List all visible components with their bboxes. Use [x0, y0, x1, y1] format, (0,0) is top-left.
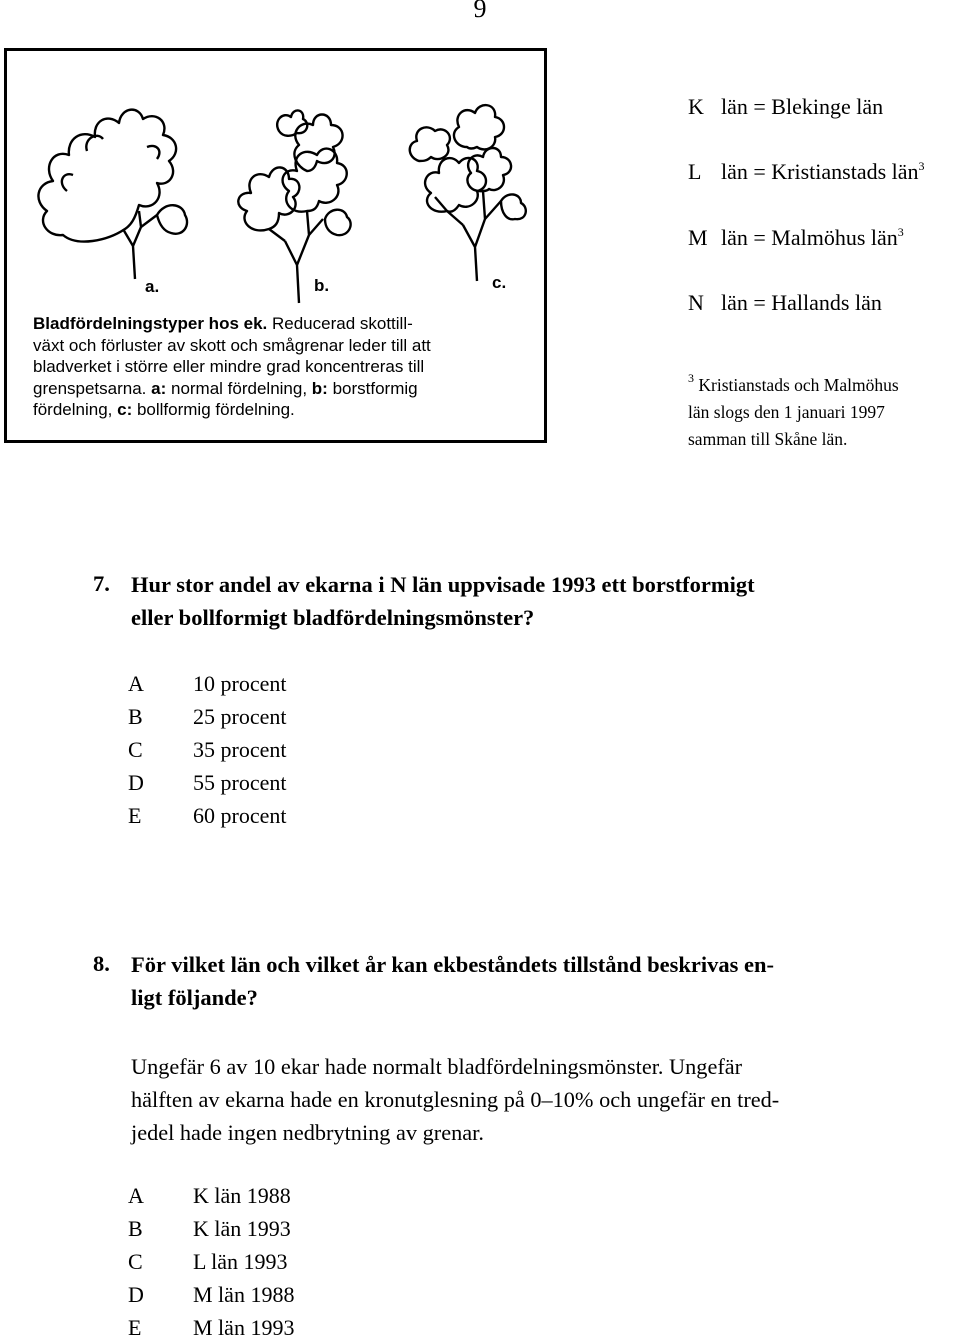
option-b[interactable]: B K län 1993: [128, 1216, 291, 1241]
figure-label-c: c.: [492, 273, 507, 292]
option-b[interactable]: B 25 procent: [128, 704, 287, 729]
caption-line-2: växt och förluster av skott och smågrenar leder till att: [33, 335, 431, 355]
option-a[interactable]: A 10 procent: [128, 671, 287, 696]
option-d[interactable]: D M län 1988: [128, 1282, 295, 1307]
option-a[interactable]: A K län 1988: [128, 1183, 291, 1208]
footnote-ref: 3: [918, 159, 925, 173]
caption-line-1: Bladfördelningstyper hos ek. Reducerad skottill-: [33, 314, 413, 333]
oak-branch-illustrations: [7, 51, 550, 311]
county-legend-n: N län = Hallands län: [688, 290, 882, 315]
figure-oak-leaf-distribution: [4, 48, 547, 443]
question-7-number: 7.: [93, 571, 110, 596]
county-legend-l: L län = Kristianstads län$^3$: [688, 159, 925, 184]
question-8-number: 8.: [93, 951, 110, 976]
footnote: $^3$ Kristianstads och Malmöhus län slogs den 1 januari 1997 samman till Skåne län.: [688, 371, 899, 449]
page-number: 9: [473, 0, 487, 23]
caption-line-3: bladverket i större eller mindre grad koncentreras till: [33, 357, 425, 376]
question-7-text: Hur stor andel av ekarna i N län uppvisade 1993 ett borstformigt eller bollformigt bladfördelningsmönster?: [131, 572, 755, 630]
question-8-options: [128, 1179, 294, 1344]
question-7-options: [128, 667, 286, 832]
caption-title: Bladfördelningstyper hos ek.: [33, 314, 268, 333]
county-legend-m: M län = Malmöhus län$^3$: [688, 225, 904, 250]
question-8-text: För vilket län och vilket år kan ekbeståndets tillstånd beskrivas en- ligt följande?: [131, 952, 774, 1010]
figure-label-b: b.: [314, 276, 330, 295]
question-8-description: Ungefär 6 av 10 ekar hade normalt bladfördelningsmönster. Ungefär hälften av ekarna hade en kronutglesning på 0–10% och ungefär en tred- jedel hade ingen nedbrytning av grenar.: [131, 1054, 780, 1145]
oak-branch-b-drawing: [238, 110, 350, 303]
caption-line-4: grenspetsarna. a: normal fördelning, b: borstformig: [33, 378, 418, 398]
footnote-ref: 3: [897, 225, 904, 239]
figure-caption: [33, 313, 545, 421]
caption-line-5: fördelning, c: bollformig fördelning.: [33, 400, 295, 419]
figure-label-a: a.: [145, 277, 160, 296]
option-c[interactable]: C L län 1993: [128, 1249, 288, 1274]
option-d[interactable]: D 55 procent: [128, 770, 287, 795]
footnote-marker: 3: [688, 371, 694, 385]
option-e[interactable]: E 60 procent: [128, 803, 287, 828]
oak-branch-a-drawing: [38, 110, 187, 279]
option-e[interactable]: E M län 1993: [128, 1315, 295, 1340]
oak-branch-c-drawing: [410, 105, 526, 281]
option-c[interactable]: C 35 procent: [128, 737, 287, 762]
county-legend-k: K län = Blekinge län: [688, 94, 884, 119]
